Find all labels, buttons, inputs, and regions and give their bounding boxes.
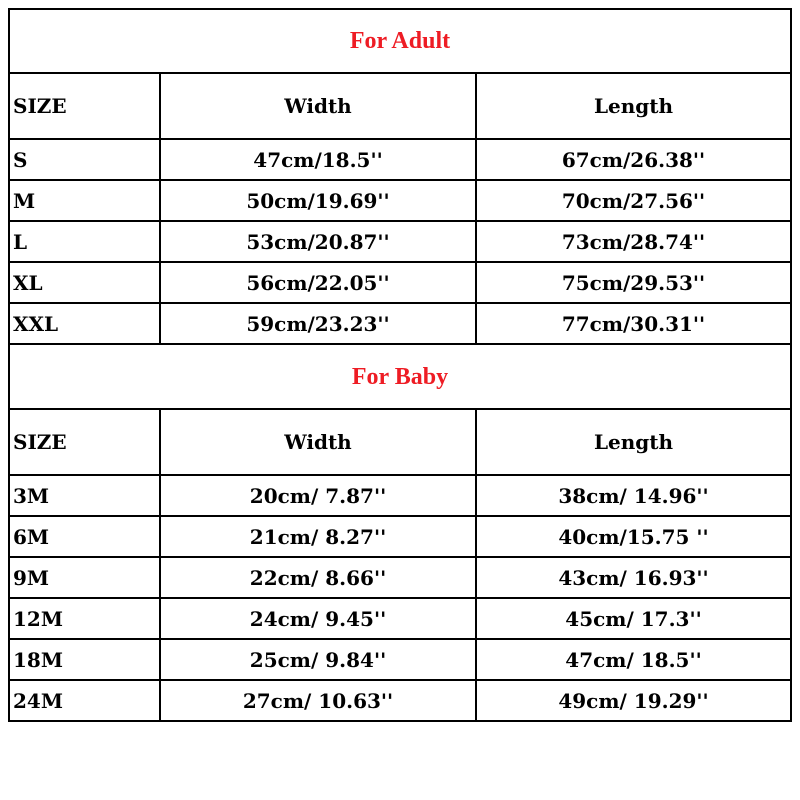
baby-header-length: Length <box>476 409 791 475</box>
width-cell: 20cm/ 7.87'' <box>160 475 476 516</box>
length-cell: 77cm/30.31'' <box>476 303 791 344</box>
baby-table-row <box>9 680 791 721</box>
adult-header-width: Width <box>160 73 476 139</box>
adult-section-title: For Adult <box>9 9 791 73</box>
adult-header-row <box>9 73 791 139</box>
width-cell: 22cm/ 8.66'' <box>160 557 476 598</box>
size-cell: 3M <box>9 475 160 516</box>
size-cell: S <box>9 139 160 180</box>
length-cell: 70cm/27.56'' <box>476 180 791 221</box>
adult-table-row <box>9 139 791 180</box>
width-cell: 53cm/20.87'' <box>160 221 476 262</box>
baby-header-size: SIZE <box>9 409 160 475</box>
baby-table-row <box>9 516 791 557</box>
baby-header-row <box>9 409 791 475</box>
width-cell: 56cm/22.05'' <box>160 262 476 303</box>
width-cell: 21cm/ 8.27'' <box>160 516 476 557</box>
size-cell: L <box>9 221 160 262</box>
adult-table-row <box>9 180 791 221</box>
baby-table-row <box>9 557 791 598</box>
width-cell: 27cm/ 10.63'' <box>160 680 476 721</box>
width-cell: 59cm/23.23'' <box>160 303 476 344</box>
adult-title-row <box>9 9 791 73</box>
length-cell: 40cm/15.75 '' <box>476 516 791 557</box>
width-cell: 47cm/18.5'' <box>160 139 476 180</box>
width-cell: 25cm/ 9.84'' <box>160 639 476 680</box>
length-cell: 67cm/26.38'' <box>476 139 791 180</box>
length-cell: 75cm/29.53'' <box>476 262 791 303</box>
size-cell: 12M <box>9 598 160 639</box>
adult-header-length: Length <box>476 73 791 139</box>
baby-table-row <box>9 475 791 516</box>
size-cell: XXL <box>9 303 160 344</box>
length-cell: 38cm/ 14.96'' <box>476 475 791 516</box>
adult-table-row <box>9 262 791 303</box>
size-cell: 6M <box>9 516 160 557</box>
size-chart-table <box>8 8 792 722</box>
baby-table-row <box>9 639 791 680</box>
length-cell: 45cm/ 17.3'' <box>476 598 791 639</box>
length-cell: 43cm/ 16.93'' <box>476 557 791 598</box>
adult-table-row <box>9 221 791 262</box>
length-cell: 47cm/ 18.5'' <box>476 639 791 680</box>
adult-header-size: SIZE <box>9 73 160 139</box>
baby-title-row <box>9 344 791 409</box>
size-cell: M <box>9 180 160 221</box>
baby-section-title: For Baby <box>9 344 791 409</box>
width-cell: 50cm/19.69'' <box>160 180 476 221</box>
width-cell: 24cm/ 9.45'' <box>160 598 476 639</box>
size-cell: 9M <box>9 557 160 598</box>
size-cell: 24M <box>9 680 160 721</box>
length-cell: 49cm/ 19.29'' <box>476 680 791 721</box>
baby-table-row <box>9 598 791 639</box>
size-cell: 18M <box>9 639 160 680</box>
adult-table-row <box>9 303 791 344</box>
size-cell: XL <box>9 262 160 303</box>
length-cell: 73cm/28.74'' <box>476 221 791 262</box>
baby-header-width: Width <box>160 409 476 475</box>
